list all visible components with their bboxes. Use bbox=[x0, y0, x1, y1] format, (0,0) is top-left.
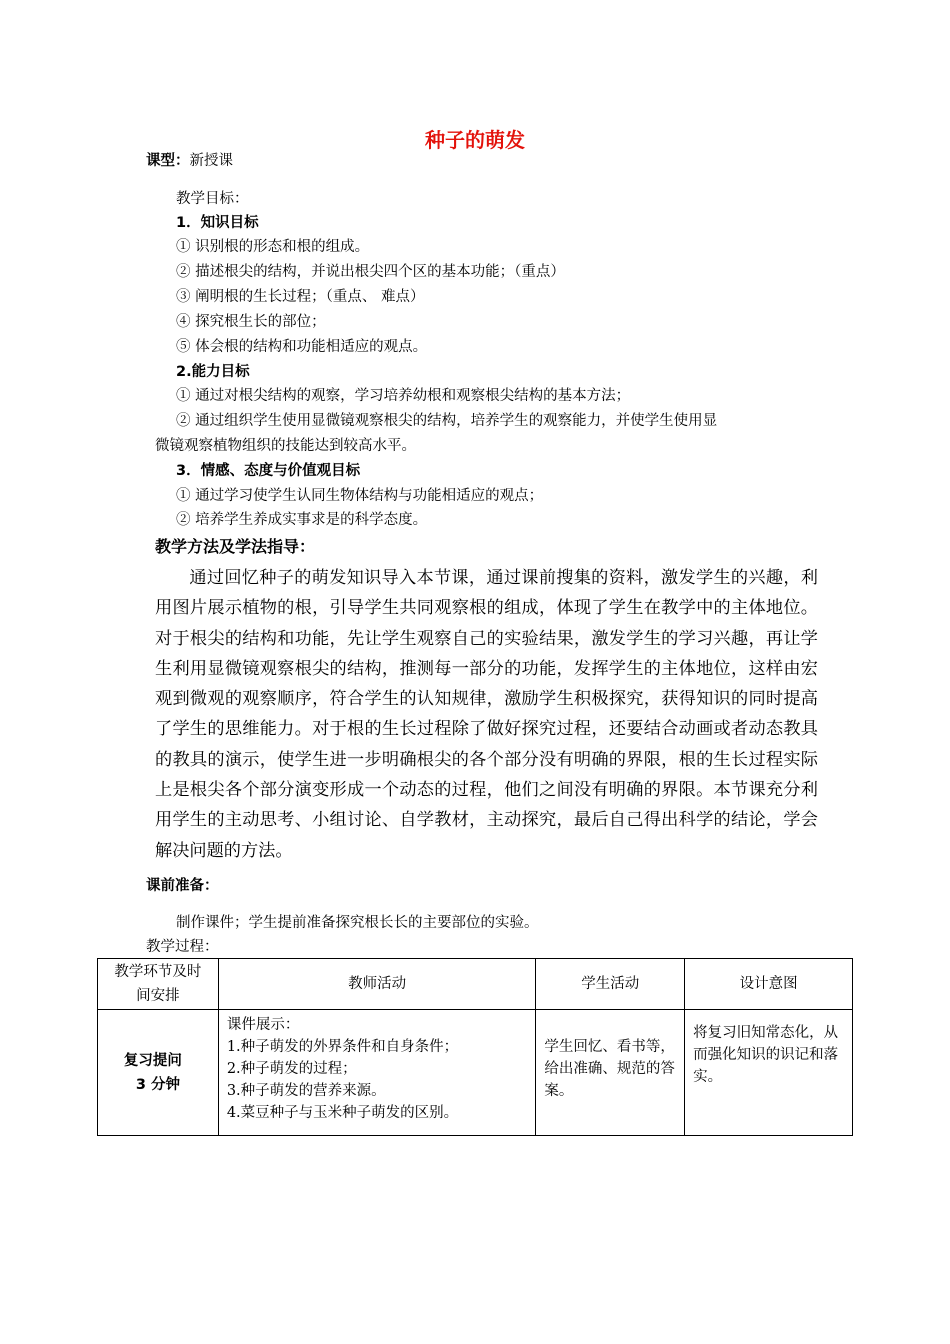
ability-item: 微镜观察植物组织的技能达到较高水平。 bbox=[155, 438, 416, 454]
ability-item: ① 通过对根尖结构的观察，学习培养幼根和观察根尖结构的基本方法； bbox=[176, 388, 631, 404]
knowledge-item: ④ 探究根生长的部位； bbox=[176, 314, 326, 330]
table-header-row bbox=[98, 959, 853, 1010]
header-stage-line: 间安排 bbox=[136, 988, 180, 1004]
method-heading: 教学方法及学法指导： bbox=[155, 537, 316, 556]
knowledge-item: ① 识别根的形态和根的组成。 bbox=[176, 239, 370, 255]
knowledge-item: ② 描述根尖的结构，并说出根尖四个区的基本功能；（重点） bbox=[176, 264, 565, 280]
stage-cell bbox=[98, 1010, 219, 1136]
teacher-cell bbox=[218, 1010, 536, 1136]
teacher-line: 课件展示： bbox=[226, 1017, 300, 1033]
knowledge-heading: 1．知识目标 bbox=[176, 215, 259, 231]
header-stage-line: 教学环节及时 bbox=[114, 964, 202, 980]
stage-duration: 3 分钟 bbox=[135, 1076, 180, 1093]
emotion-item: ① 通过学习使学生认同生物体结构与功能相适应的观点； bbox=[176, 488, 544, 504]
student-cell: 学生回忆、看书等，给出准确、规范的答案。 bbox=[536, 1010, 685, 1136]
process-heading: 教学过程： bbox=[146, 939, 219, 955]
lesson-type-value: 新授课 bbox=[189, 153, 233, 169]
ability-item: ② 通过组织学生使用显微镜观察根尖的结构，培养学生的观察能力，并使学生使用显 bbox=[176, 413, 718, 429]
header-intent: 设计意图 bbox=[685, 959, 853, 1010]
teacher-line: 3.种子萌发的营养来源。 bbox=[226, 1083, 386, 1099]
document-title: 种子的萌发 bbox=[425, 128, 525, 152]
intent-cell: 将复习旧知常态化，从而强化知识的识记和落实。 bbox=[685, 1010, 853, 1136]
teacher-line: 2.种子萌发的过程； bbox=[226, 1061, 357, 1077]
prep-heading: 课前准备： bbox=[146, 878, 219, 894]
knowledge-item: ⑤ 体会根的结构和功能相适应的观点。 bbox=[176, 339, 428, 355]
lesson-type-label: 课型： bbox=[146, 153, 190, 169]
process-table bbox=[97, 958, 853, 1136]
teacher-line: 4.菜豆种子与玉米种子萌发的区别。 bbox=[226, 1105, 459, 1121]
stage-name: 复习提问 bbox=[123, 1052, 182, 1069]
table-row bbox=[98, 1010, 853, 1136]
header-stage bbox=[98, 959, 219, 1010]
emotion-item: ② 培养学生养成实事求是的科学态度。 bbox=[176, 512, 428, 528]
teacher-line: 1.种子萌发的外界条件和自身条件； bbox=[226, 1039, 459, 1055]
header-teacher: 教师活动 bbox=[218, 959, 536, 1010]
prep-text: 制作课件；学生提前准备探究根长长的主要部位的实验。 bbox=[176, 915, 539, 931]
emotion-heading: 3．情感、态度与价值观目标 bbox=[176, 463, 361, 479]
knowledge-item: ③ 阐明根的生长过程；（重点、 难点） bbox=[176, 289, 425, 305]
lesson-type-row bbox=[146, 151, 233, 171]
ability-heading: 2.能力目标 bbox=[176, 364, 250, 380]
header-student: 学生活动 bbox=[536, 959, 685, 1010]
objectives-heading: 教学目标： bbox=[176, 191, 249, 207]
method-paragraph: 通过回忆种子的萌发知识导入本节课，通过课前搜集的资料，激发学生的兴趣，利用图片展示植物的根，引导学生共同观察根的组成，体现了学生在教学中的主体地位。对于根尖的结构和功能，先让学生观察自己的实验结果，激发学生的学习兴趣，再让学生利用显微镜观察根尖的结构，推测每一部分的功能，发挥学生的主体地位，这样由宏观到微观的观察顺序，符合学生的认知规律，激励学生积极探究，获得知识的同时提高了学生的思维能力。对于根的生长过程除了做好探究过程，还要结合动画或者动态教具的教具的演示，使学生进一步明确根尖的各个部分没有明确的界限，根的生长过程实际上是根尖各个部分演变形成一个动态的过程，他们之间没有明确的界限。本节课充分利用学生的主动思考、小组讨论、自学教材，主动探究，最后自己得出科学的结论，学会解决问题的方法。 bbox=[155, 568, 818, 861]
